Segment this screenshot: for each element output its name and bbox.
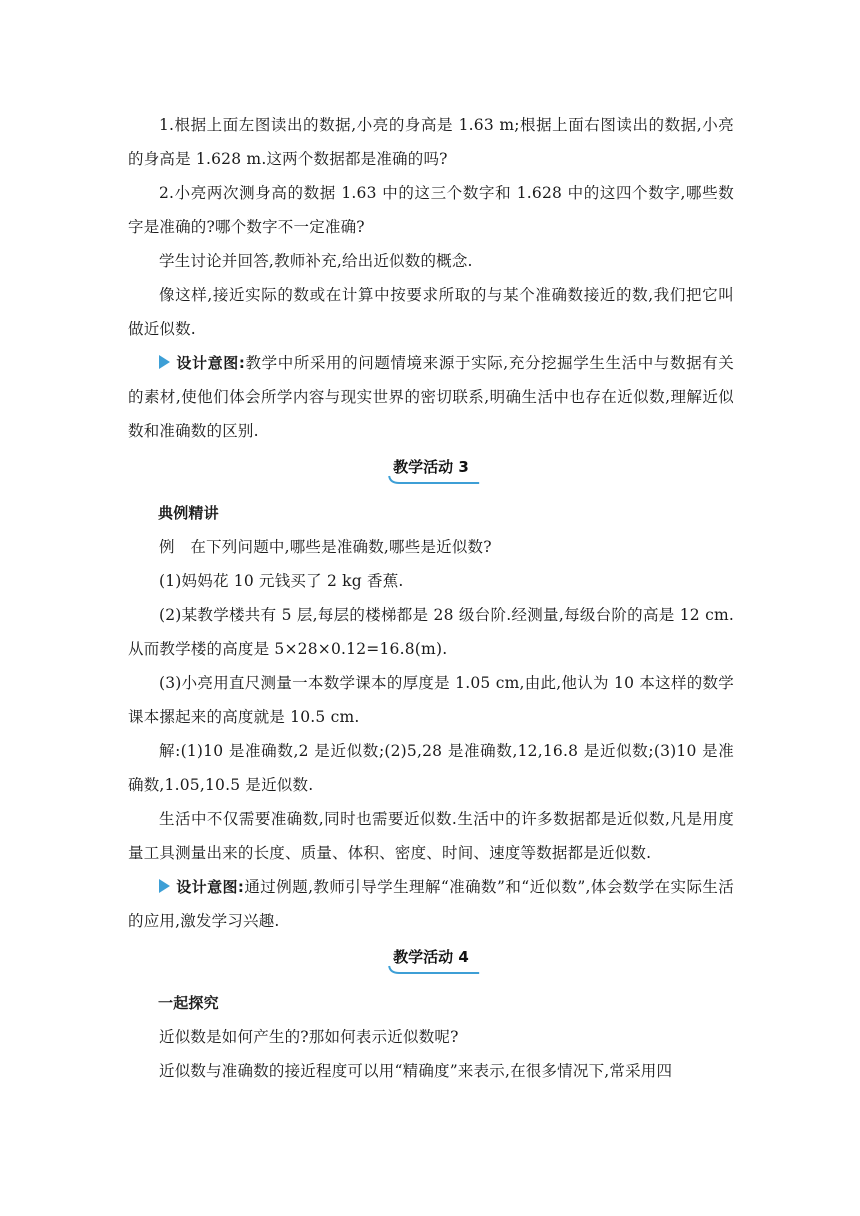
underline-swoosh-icon [387,475,481,485]
paragraph: 近似数与准确数的接近程度可以用“精确度”来表示,在很多情况下,常采用四 [159,1062,673,1080]
design-intent-2 [128,870,734,938]
triangle-marker-icon [159,879,170,893]
triangle-marker-icon [159,355,170,369]
design-intent-label: 设计意图: [176,878,245,896]
solution: 解:(1)10 是准确数,2 是近似数;(2)5,28 是准确数,12,16.8 是近似数;(3)10 是准确数,1.05,10.5 是近似数. [128,742,734,794]
example-item: (2)某教学楼共有 5 层,每层的楼梯都是 28 级台阶.经测量,每级台阶的高是 12 cm.从而教学楼的高度是 5×28×0.12=16.8(m). [128,606,734,658]
design-intent-1 [128,346,734,448]
section-heading: 典例精讲 [158,504,219,522]
paragraph: 2.小亮两次测身高的数据 1.63 中的这三个数字和 1.628 中的这四个数字,哪些数字是准确的?哪个数字不一定准确? [128,184,734,236]
paragraph: 像这样,接近实际的数或在计算中按要求所取的与某个准确数接近的数,我们把它叫做近似数. [128,286,734,338]
activity-title-text: 教学活动 3 [393,458,469,476]
section-heading: 一起探究 [158,994,219,1012]
summary: 生活中不仅需要准确数,同时也需要近似数.生活中的许多数据都是近似数,凡是用度量工具测量出来的长度、质量、体积、密度、时间、速度等数据都是近似数. [128,810,734,862]
content-column [128,108,734,1088]
paragraph: 1.根据上面左图读出的数据,小亮的身高是 1.63 m;根据上面右图读出的数据,小亮的身高是 1.628 m.这两个数据都是准确的吗? [128,116,734,168]
example-question: 例 在下列问题中,哪些是准确数,哪些是近似数? [159,538,492,556]
activity-title [389,456,473,481]
activity-title [389,946,473,971]
example-item: (3)小亮用直尺测量一本数学课本的厚度是 1.05 cm,由此,他认为 10 本这样的数学课本摞起来的高度就是 10.5 cm. [128,674,734,726]
design-intent-text: 通过例题,教师引导学生理解“准确数”和“近似数”,体会数学在实际生活的应用,激发学习兴趣. [128,878,734,930]
paragraph: 学生讨论并回答,教师补充,给出近似数的概念. [159,252,473,270]
activity-title-text: 教学活动 4 [393,948,469,966]
paragraph: 近似数是如何产生的?那如何表示近似数呢? [159,1028,459,1046]
underline-swoosh-icon [387,965,481,975]
example-item: (1)妈妈花 10 元钱买了 2 kg 香蕉. [159,572,404,590]
activity-3-banner [128,448,734,496]
activity-4-banner [128,938,734,986]
design-intent-text: 教学中所采用的问题情境来源于实际,充分挖掘学生生活中与数据有关的素材,使他们体会所学内容与现实世界的密切联系,明确生活中也存在近似数,理解近似数和准确数的区别. [128,354,735,440]
design-intent-label: 设计意图: [176,354,246,372]
